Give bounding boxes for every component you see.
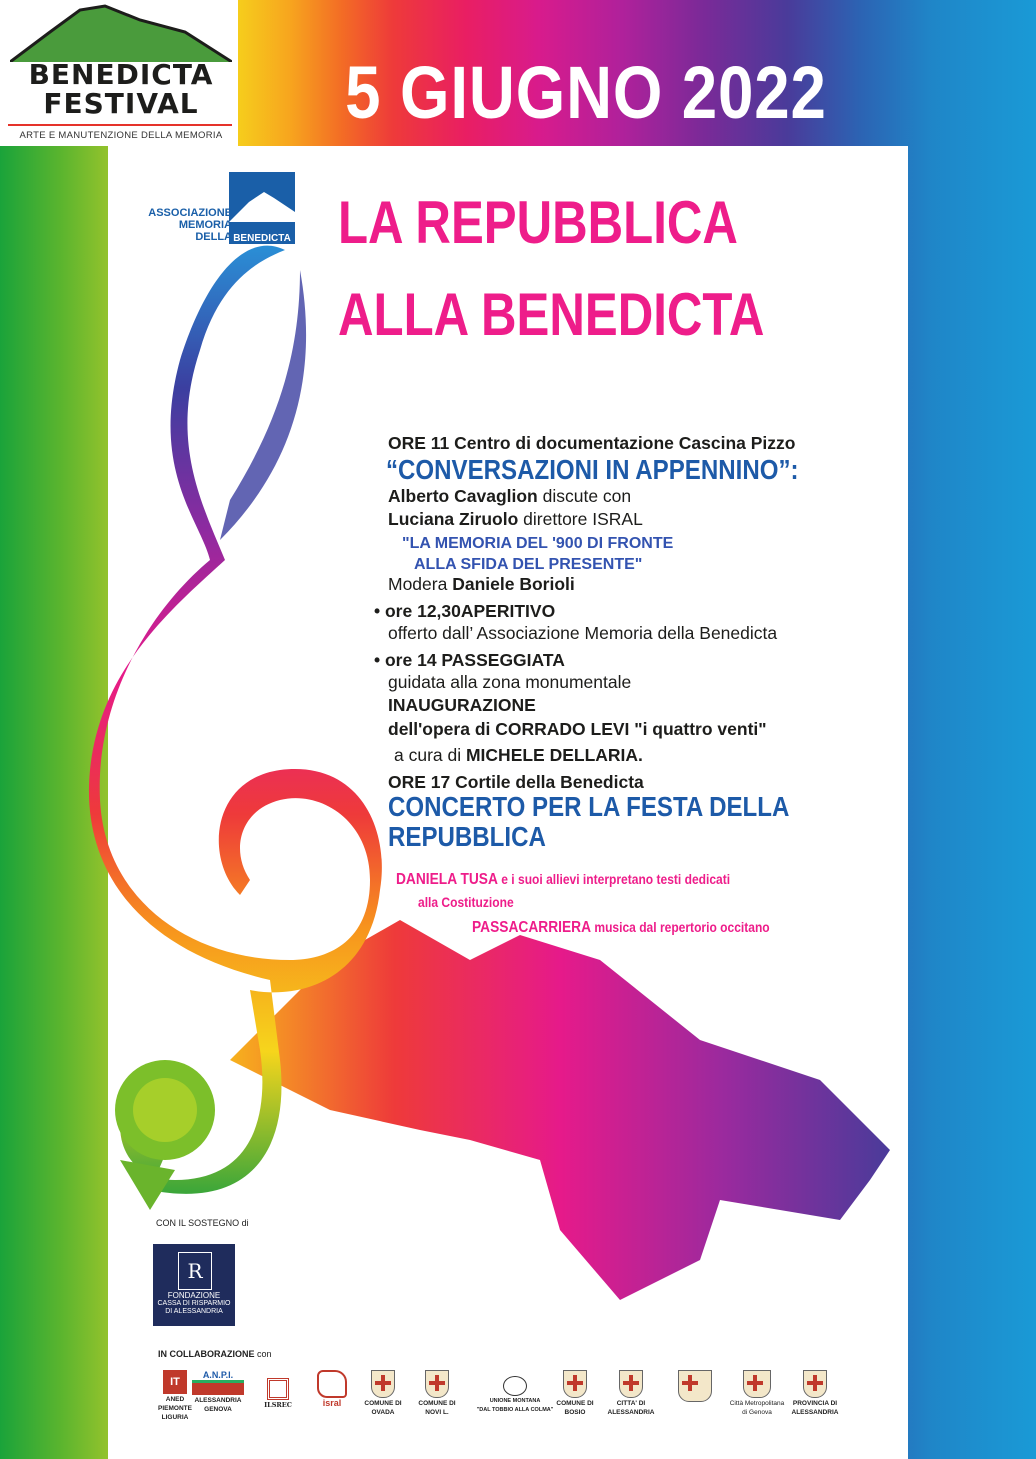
main-title-line2: ALLA BENEDICTA [338,281,765,348]
fondazione-line3: DI ALESSANDRIA [165,1308,223,1315]
partner-label: "DAL TOBBIO ALLA COLMA" [476,1407,554,1413]
program-quote-line2: ALLA SFIDA DEL PRESENTE" [414,556,643,573]
association-mountain-icon [229,172,295,222]
partner-provincia-alessandria [786,1370,844,1416]
partner-isral [310,1370,354,1407]
unione-montana-icon [503,1376,527,1396]
partner-unione-montana [474,1370,556,1414]
partner-crest-genova [670,1370,720,1404]
provincia-crest-icon [803,1370,827,1398]
partner-label: COMUNE DI [364,1400,402,1407]
partner-label: CITTA' DI [616,1400,646,1407]
association-line2: MEMORIA [178,219,232,231]
partner-label: di Genova [742,1409,772,1416]
association-line3: DELLA [195,231,232,243]
partner-label: OVADA [371,1409,395,1416]
partner-ovada [360,1370,406,1416]
partner-label: PROVINCIA DI [792,1400,838,1407]
genova-crest-icon [678,1370,712,1402]
program-time-17: ORE 17 Cortile della Benedicta [388,772,644,792]
program-aperitivo: • ore 12,30APERITIVO [374,601,556,621]
partner-label: COMUNE DI [418,1400,456,1407]
performer-passacarriera: PASSACARRIERA musica dal repertorio occitano [472,919,770,936]
partner-label: UNIONE MONTANA [489,1398,541,1404]
festival-logo-title [8,60,234,118]
program-aperitivo-desc: offerto dall’ Associazione Memoria della Benedicta [388,623,778,643]
partner-citta-alessandria [602,1370,660,1416]
partner-label: ALESSANDRIA [607,1409,655,1416]
event-date: 5 GIUGNO 2022 [345,51,827,134]
citta-metropolitana-crest-icon [743,1370,771,1398]
partner-label: Città Metropolitana [729,1400,785,1407]
performer-daniela-tusa: DANIELA TUSA e i suoi allievi interpretano testi dedicati [396,871,731,888]
logo-divider [8,124,232,126]
partner-label: isral [322,1398,342,1408]
festival-logo-line2: FESTIVAL [43,87,199,120]
novi-crest-icon [425,1370,449,1398]
program-concert-title-line1: CONCERTO PER LA FESTA DELLA [388,791,790,822]
festival-logo-subtitle: ARTE E MANUTENZIONE DELLA MEMORIA [19,130,223,141]
partner-ilsrec [256,1370,300,1409]
partner-label: GENOVA [204,1406,232,1413]
fondazione-text [153,1292,235,1316]
program-speaker1: Alberto Cavaglion discute con [388,486,632,506]
partner-novi [414,1370,460,1416]
partner-label: ALESSANDRIA [791,1409,839,1416]
partner-bosio [552,1370,598,1416]
partner-citta-metropolitana [728,1370,786,1416]
bosio-crest-icon [563,1370,587,1398]
partner-label: LIGURIA [161,1414,189,1421]
program-curator: a cura di MICHELE DELLARIA. [394,745,643,765]
alessandria-crest-icon [619,1370,643,1398]
collaboration-label: IN COLLABORAZIONE con [158,1349,272,1359]
fondazione-mark-icon: R [178,1252,212,1290]
support-label: CON IL SOSTEGNO di [156,1218,249,1228]
ilsrec-icon [267,1378,289,1400]
program-inaugurazione: INAUGURAZIONE [388,695,536,715]
program-time-11: ORE 11 Centro di documentazione Cascina Pizzo [388,433,796,453]
anpi-icon: A.N.P.I. [202,1370,234,1380]
partner-label: ANED [165,1396,185,1403]
program-speaker2: Luciana Ziruolo direttore ISRAL [388,509,643,529]
program-passeggiata-desc: guidata alla zona monumentale [388,672,632,692]
main-title-line1: LA REPUBBLICA [338,189,738,256]
association-box-label: BENEDICTA [233,233,291,244]
fondazione-line2: CASSA DI RISPARMIO [157,1300,231,1307]
aned-icon: IT [163,1370,187,1394]
performer-costituzione: alla Costituzione [418,894,514,910]
association-line1: ASSOCIAZIONE [148,207,232,219]
partner-label: BOSIO [564,1409,586,1416]
partner-label: PIEMONTE [158,1405,192,1412]
festival-logo-mountain-icon [10,2,232,62]
isral-icon [317,1370,347,1398]
partner-label: COMUNE DI [556,1400,594,1407]
partner-label: NOVI L. [425,1409,449,1416]
association-name [140,207,232,243]
partner-anpi [188,1370,248,1413]
program-quote-line1: "LA MEMORIA DEL '900 DI FRONTE [402,535,674,552]
program-concert-title-line2: REPUBBLICA [388,821,546,852]
fondazione-line1: FONDAZIONE [167,1291,221,1300]
program-opera: dell'opera di CORRADO LEVI "i quattro venti" [388,719,767,739]
program-passeggiata: • ore 14 PASSEGGIATA [374,650,565,670]
program-title-conversazioni: “CONVERSAZIONI IN APPENNINO”: [386,454,799,485]
partner-label: ILSREC [264,1401,292,1409]
ovada-crest-icon [371,1370,395,1398]
partner-label: ALESSANDRIA [194,1397,242,1404]
program-moderator: Modera Daniele Borioli [388,574,575,594]
festival-logo-line1: BENEDICTA [28,58,214,91]
